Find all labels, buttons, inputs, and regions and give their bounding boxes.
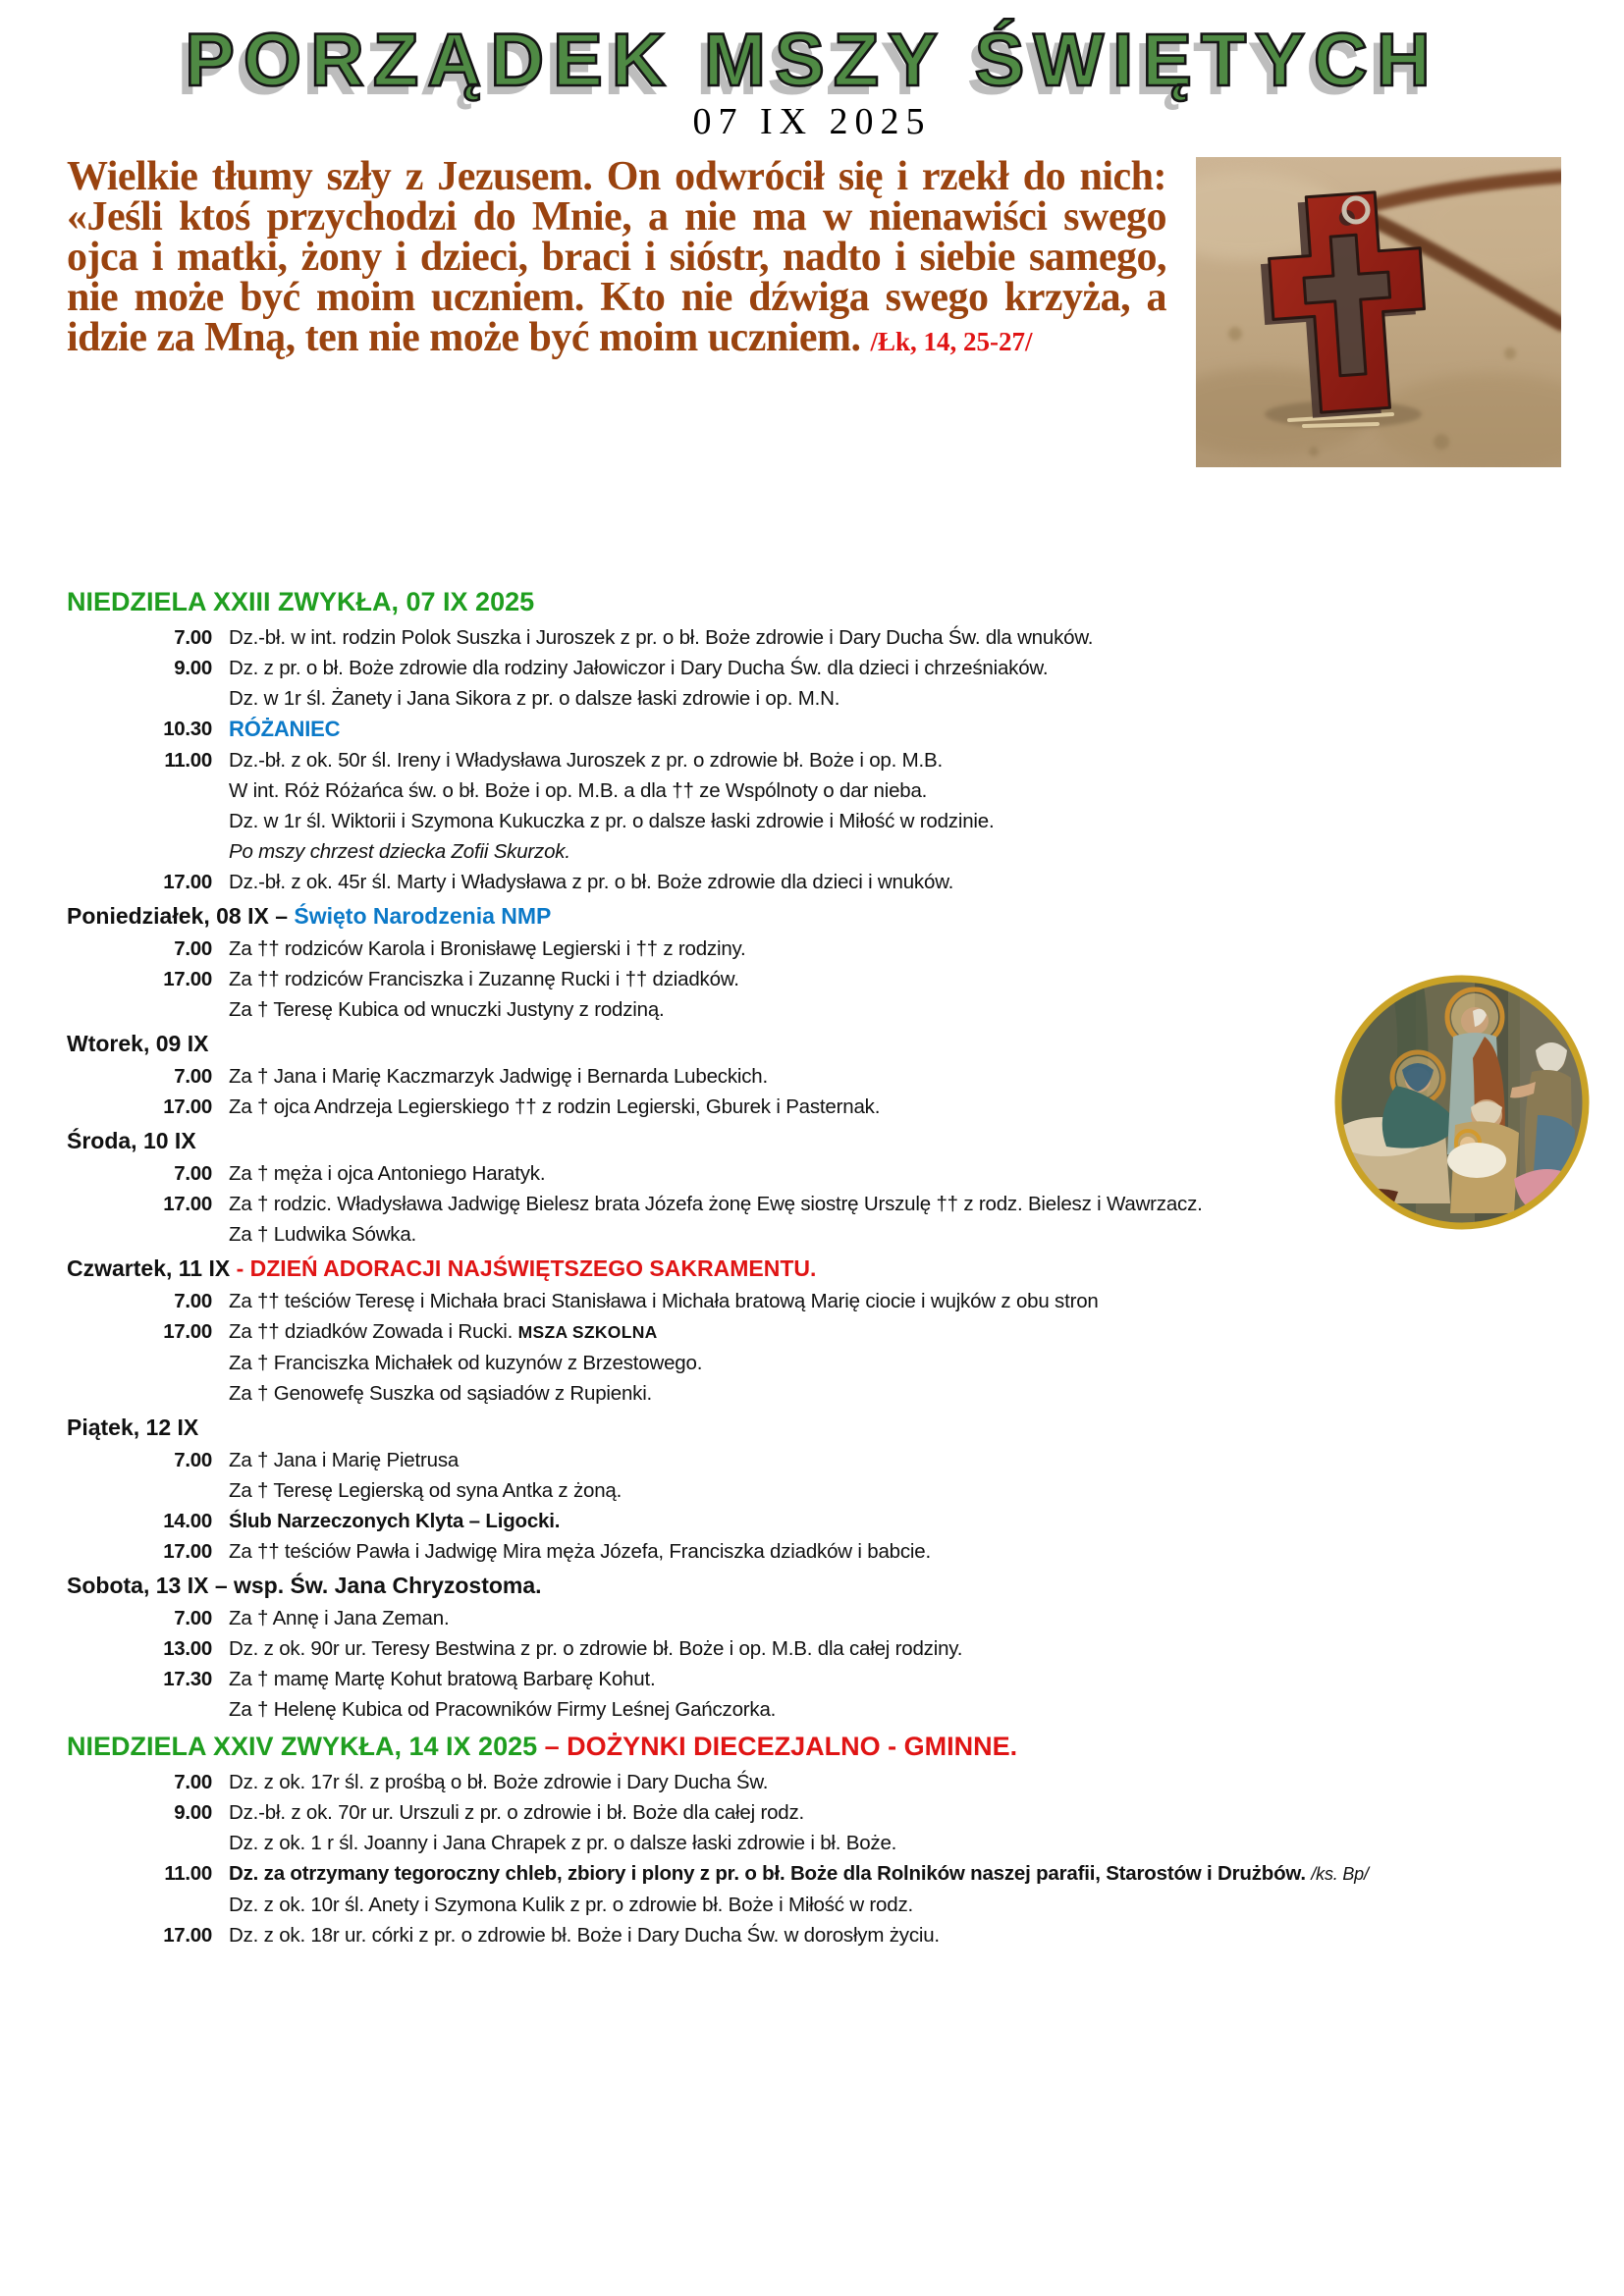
intention-segment: Ślub Narzeczonych Klyta – Ligocki. [229,1510,561,1532]
mass-time: 17.00 [163,1540,212,1563]
mass-time: 11.00 [164,1862,212,1885]
gospel-reference: /Łk, 14, 25-27/ [870,327,1033,356]
mass-time [67,1694,229,1725]
intention-segment: Dz.-bł. z ok. 70r ur. Urszuli z pr. o zdrowie i bł. Boże dla całej rodz. [229,1801,805,1824]
mass-entry [67,1506,1589,1536]
mass-time: 17.00 [163,1320,212,1343]
mass-intention [229,1858,1589,1890]
mass-time: 9.00 [174,1801,212,1824]
mass-intention [229,1348,1589,1378]
nativity-icon-image [1327,968,1597,1237]
mass-entry [67,1445,1589,1475]
mass-entry [67,1633,1589,1664]
intention-segment: Za † Teresę Legierską od syna Antka z żoną. [229,1479,623,1502]
mass-entry [67,1664,1589,1694]
mass-time [67,994,229,1025]
intention-segment: RÓŻANIEC [229,717,341,741]
intention-segment: Dz. w 1r śl. Wiktorii i Szymona Kukuczka z pr. o dalsze łaski zdrowie i Miłość w rodzinie. [229,810,995,832]
mass-schedule [0,581,1624,1950]
mass-entry [67,1378,1589,1409]
heading-segment: Święto Narodzenia NMP [294,903,552,929]
mass-time [67,1828,229,1858]
intention-segment: Za † Franciszka Michałek od kuzynów z Brzestowego. [229,1352,703,1374]
gospel-quote-text: Wielkie tłumy szły z Jezusem. On odwrócił się i rzekł do nich: «Jeśli ktoś przychodzi do Mnie, a nie ma w nienawiści swego ojca i matki, żony i dzieci, braci i sióstr, nadto i siebie samego, nie może być moim uczniem. Kto nie dźwiga swego krzyża, a idzie za Mną, ten nie może być moim uczniem. [67,154,1166,360]
mass-day-heading [67,581,1589,622]
mass-entry [67,1694,1589,1725]
mass-intention [229,1767,1589,1797]
mass-time: 17.00 [163,1193,212,1215]
heading-segment: Sobota, 13 IX – wsp. Św. Jana Chryzostoma. [67,1573,542,1598]
mass-entry [67,836,1589,867]
intention-segment: Dz. z ok. 10r śl. Anety i Szymona Kulik z pr. o zdrowie bł. Boże i Miłość w rodz. [229,1894,914,1916]
intention-segment: Za † Ludwika Sówka. [229,1223,417,1246]
mass-intention [229,1890,1589,1920]
intention-segment: /ks. Bp/ [1311,1864,1369,1884]
mass-entry [67,1316,1589,1348]
mass-time: 9.00 [174,657,212,679]
intention-segment: Dz.-bł. z ok. 50r śl. Ireny i Władysława Juroszek z pr. o zdrowie bł. Boże i op. M.B. [229,749,943,772]
mass-time: 17.00 [163,1095,212,1118]
intention-segment: W int. Róż Różańca św. o bł. Boże i op. M.B. a dla †† ze Wspólnoty o dar nieba. [229,779,928,802]
mass-entry [67,1797,1589,1828]
mass-intention [229,714,1589,745]
mass-intention [229,1603,1589,1633]
mass-time: 7.00 [174,1065,212,1088]
heading-segment: Poniedziałek, 08 IX – [67,903,295,929]
intention-segment: Dz. z ok. 90r ur. Teresy Bestwina z pr. o zdrowie bł. Boże i op. M.B. dla całej rodziny. [229,1637,963,1660]
intention-segment: MSZA SZKOLNA [517,1322,658,1342]
mass-day-heading [67,1568,1589,1603]
intention-segment: Za † Genowefę Suszka od sąsiadów z Rupienki. [229,1382,653,1405]
mass-intention [229,1828,1589,1858]
mass-intention [229,683,1589,714]
mass-time: 13.00 [163,1637,212,1660]
mass-intention [229,1797,1589,1828]
mass-entry [67,1890,1589,1920]
intention-segment: Za † Jana i Marię Pietrusa [229,1449,460,1471]
mass-time: 7.00 [174,1290,212,1312]
mass-intention [229,836,1589,867]
mass-day-heading [67,1251,1589,1286]
mass-entry [67,1920,1589,1950]
intention-segment: Za †† teściów Teresę i Michała braci Stanisława i Michała bratową Marię ciocie i wujków z obu stron [229,1290,1099,1312]
mass-intention [229,745,1589,775]
intention-segment: Za †† dziadków Zowada i Rucki. [229,1320,518,1343]
mass-entry [67,1348,1589,1378]
intention-segment: Za † Jana i Marię Kaczmarzyk Jadwigę i Bernarda Lubeckich. [229,1065,768,1088]
mass-entry [67,745,1589,775]
mass-intention [229,1475,1589,1506]
mass-time [67,836,229,867]
intention-segment: Za † rodzic. Władysława Jadwigę Bielesz brata Józefa żonę Ewę siostrę Urszulę †† z rodz. Bielesz i Wawrzacz. [229,1193,1203,1215]
mass-entry [67,1475,1589,1506]
mass-entry [67,775,1589,806]
mass-intention [229,1378,1589,1409]
heading-segment: NIEDZIELA XXIII ZWYKŁA, 07 IX 2025 [67,587,535,616]
mass-intention [229,806,1589,836]
mass-time [67,806,229,836]
mass-intention [229,775,1589,806]
heading-segment: Środa, 10 IX [67,1128,196,1153]
mass-entry [67,1286,1589,1316]
gospel-quote [67,154,1196,362]
intention-segment: Za †† teściów Pawła i Jadwigę Mira męża Józefa, Franciszka dziadków i babcie. [229,1540,931,1563]
mass-entry [67,1828,1589,1858]
mass-intention [229,934,1589,964]
mass-time [67,1348,229,1378]
heading-segment: Piątek, 12 IX [67,1415,199,1440]
mass-intention [229,1506,1589,1536]
mass-intention [229,1664,1589,1694]
intention-segment: Za †† rodziców Franciszka i Zuzannę Rucki i †† dziadków. [229,968,739,990]
page-title: PORZĄDEK MSZY ŚWIĘTYCH [185,19,1439,102]
intention-segment: Dz. w 1r śl. Żanety i Jana Sikora z pr. o dalsze łaski zdrowie i op. M.N. [229,687,840,710]
mass-entry [67,934,1589,964]
intention-segment: Dz. z ok. 17r śl. z prośbą o bł. Boże zdrowie i Dary Ducha Św. [229,1771,769,1793]
mass-day-heading [67,1410,1589,1445]
mass-entry [67,806,1589,836]
heading-segment: Wtorek, 09 IX [67,1031,209,1056]
page-date: 07 IX 2025 [692,101,932,142]
mass-entry [67,1536,1589,1567]
intention-segment: Za † ojca Andrzeja Legierskiego †† z rodzin Legierski, Gburek i Pasternak. [229,1095,881,1118]
intention-segment: Za † Teresę Kubica od wnuczki Justyny z rodziną. [229,998,665,1021]
mass-intention [229,1536,1589,1567]
mass-entry [67,867,1589,897]
intention-segment: Za † mamę Martę Kohut bratową Barbarę Kohut. [229,1668,656,1690]
heading-segment: - DZIEŃ ADORACJI NAJŚWIĘTSZEGO SAKRAMENTU. [236,1255,817,1281]
mass-entry [67,1603,1589,1633]
mass-day-heading [67,1726,1589,1767]
mass-intention [229,1316,1589,1348]
mass-intention [229,867,1589,897]
mass-intention [229,1633,1589,1664]
mass-entry [67,714,1589,745]
mass-time: 14.00 [163,1510,212,1532]
intention-segment: Dz.-bł. w int. rodzin Polok Suszka i Juroszek z pr. o bł. Boże zdrowie i Dary Ducha Św. dla wnuków. [229,626,1094,649]
mass-time: 17.30 [163,1668,212,1690]
heading-segment: Czwartek, 11 IX [67,1255,237,1281]
intention-segment: Za † męża i ojca Antoniego Haratyk. [229,1162,546,1185]
mass-time: 7.00 [174,1162,212,1185]
bulletin-header [0,0,1624,143]
nativity-icon [1327,968,1597,1237]
mass-time: 11.00 [164,749,212,772]
mass-time [67,1378,229,1409]
intention-segment: Dz.-bł. z ok. 45r śl. Marty i Władysława z pr. o bł. Boże zdrowie dla dzieci i wnuków. [229,871,954,893]
intention-segment: Dz. z ok. 18r ur. córki z pr. o zdrowie bł. Boże i Dary Ducha Św. w dorosłym życiu. [229,1924,940,1947]
mass-time [67,1219,229,1250]
mass-entry [67,1767,1589,1797]
heading-segment: NIEDZIELA XXIV ZWYKŁA, 14 IX 2025 [67,1732,545,1761]
mass-time: 7.00 [174,1449,212,1471]
mass-intention [229,622,1589,653]
mass-entry [67,653,1589,683]
mass-time: 17.00 [163,968,212,990]
mass-time [67,1475,229,1506]
mass-time: 7.00 [174,626,212,649]
mass-entry [67,622,1589,653]
mass-time: 17.00 [163,1924,212,1947]
mass-day-heading [67,898,1589,934]
mass-intention [229,1694,1589,1725]
mass-intention [229,653,1589,683]
mass-time: 7.00 [174,937,212,960]
intention-segment: Za † Helenę Kubica od Pracowników Firmy Leśnej Gańczorka. [229,1698,777,1721]
mass-entry [67,683,1589,714]
cross-photo-image [1196,157,1561,467]
gospel-section [0,143,1624,467]
mass-entry [67,1858,1589,1890]
intention-segment: Dz. z pr. o bł. Boże zdrowie dla rodziny Jałowiczor i Dary Ducha Św. dla dzieci i chrześniaków. [229,657,1049,679]
heading-segment: – DOŻYNKI DIECEZJALNO - GMINNE. [544,1732,1018,1761]
mass-time: 7.00 [174,1771,212,1793]
mass-time [67,683,229,714]
mass-time [67,1890,229,1920]
mass-intention [229,1286,1589,1316]
intention-segment: Po mszy chrzest dziecka Zofii Skurzok. [229,840,570,863]
cross-photo [1196,157,1561,467]
mass-time: 10.30 [163,718,212,740]
mass-intention [229,1445,1589,1475]
mass-time [67,775,229,806]
mass-time: 7.00 [174,1607,212,1629]
mass-time: 17.00 [163,871,212,893]
intention-segment: Za † Annę i Jana Zeman. [229,1607,450,1629]
mass-intention [229,1920,1589,1950]
intention-segment: Dz. z ok. 1 r śl. Joanny i Jana Chrapek z pr. o dalsze łaski zdrowie i bł. Boże. [229,1832,897,1854]
intention-segment: Za †† rodziców Karola i Bronisławę Legierski i †† z rodziny. [229,937,746,960]
intention-segment: Dz. za otrzymany tegoroczny chleb, zbiory i plony z pr. o bł. Boże dla Rolników naszej parafii, Starostów i Drużbów. [229,1862,1312,1885]
